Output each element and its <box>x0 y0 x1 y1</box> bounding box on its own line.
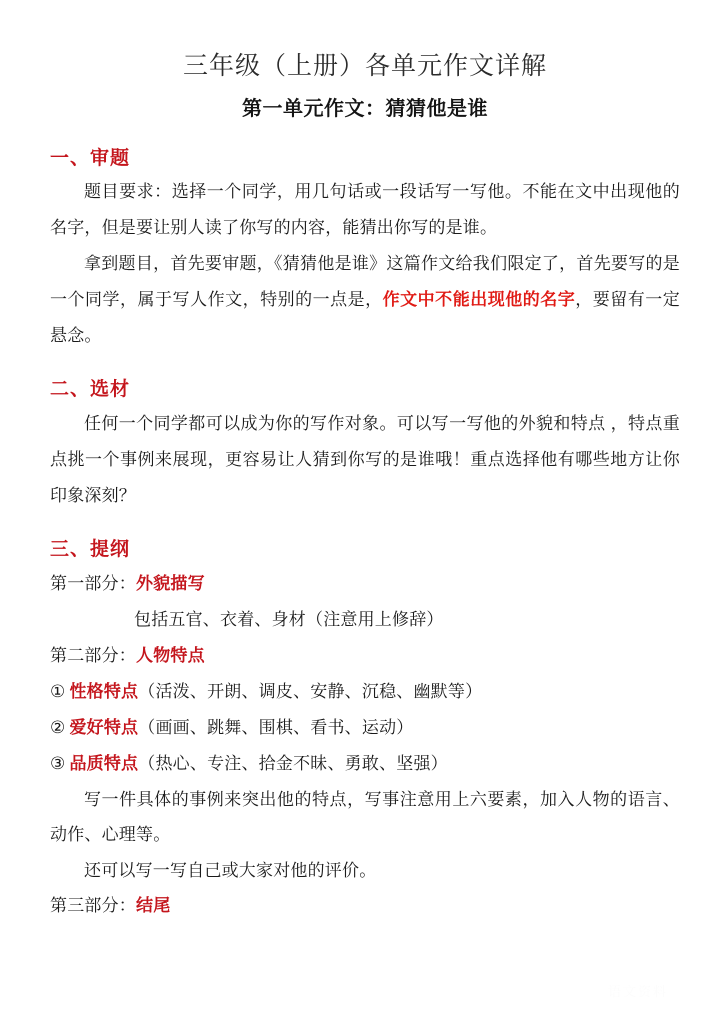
paragraph <box>50 246 680 354</box>
outline-part-label: 第三部分： <box>50 895 136 915</box>
list-marker-icon: ③ <box>50 753 66 773</box>
outline-item-detail: （热心、专注、拾金不昧、勇敢、坚强） <box>138 753 448 773</box>
list-marker-icon: ① <box>50 681 66 701</box>
outline-note-row <box>50 602 680 638</box>
section-heading-shenti: 一、审题 <box>50 147 131 169</box>
section-heading-tigang: 三、提纲 <box>50 539 131 561</box>
outline-item-detail: （活泼、开朗、调皮、安静、沉稳、幽默等） <box>138 681 483 701</box>
paragraph-text: 题目要求：选择一个同学，用几句话或一段话写一写他。不能在文中出现他的名字，但是要让别人读了你写的内容，能猜出你写的是谁。 <box>50 182 680 238</box>
outline-numbered-row <box>50 746 680 782</box>
outline-part-value: 人物特点 <box>136 645 205 665</box>
watermark: 语文资料 <box>607 984 668 999</box>
list-marker-icon: ② <box>50 717 66 737</box>
outline-item-value: 性格特点 <box>69 681 139 701</box>
paragraph <box>50 406 680 514</box>
outline-note-text: 包括五官、衣着、身材（注意用上修辞） <box>134 609 444 629</box>
paragraph-text: 任何一个同学都可以成为你的写作对象。可以写一写他的外貌和特点 ，特点重点挑一个事例来展现，更容易让人猜到你写的是谁哦！重点选择他有哪些地方让你印象深刻？ <box>50 414 680 506</box>
inline-emphasis-red: 作文中不能出现他的名字 <box>382 290 576 310</box>
page-title: 三年级（上册）各单元作文详解 <box>182 53 547 80</box>
outline-item-value: 品质特点 <box>69 753 139 773</box>
paragraph-text: 写一件具体的事例来突出他的特点，写事注意用上六要素，加入人物的语言、动作、心理等。 <box>50 789 680 845</box>
section-heading-xuancai: 二、选材 <box>50 379 131 401</box>
outline-part-value: 外貌描写 <box>136 573 205 593</box>
outline-part-row <box>50 888 680 924</box>
outline-numbered-row <box>50 674 680 710</box>
outline-part-label: 第二部分： <box>50 645 136 665</box>
page-subtitle: 第一单元作文：猜猜他是谁 <box>242 97 488 120</box>
paragraph-text: 拿到题目，首先要审题，《猜猜他是谁》这篇作文给我们限定了，首先要写的是一个同学，属于写人作文，特别的一点是， <box>50 254 680 310</box>
paragraph <box>50 853 680 888</box>
paragraph <box>50 782 680 853</box>
outline-part-row <box>50 638 680 674</box>
outline-item-value: 爱好特点 <box>69 717 139 737</box>
outline-part-label: 第一部分： <box>50 573 136 593</box>
outline-part-value: 结尾 <box>136 895 171 915</box>
paragraph-text: 还可以写一写自己或大家对他的评价。 <box>84 860 377 880</box>
paragraph-text: ，要留有一定悬念。 <box>50 290 680 346</box>
outline-part-row <box>50 566 680 602</box>
outline-numbered-row <box>50 710 680 746</box>
outline-item-detail: （画画、跳舞、围棋、看书、运动） <box>138 717 414 737</box>
paragraph <box>50 174 680 246</box>
